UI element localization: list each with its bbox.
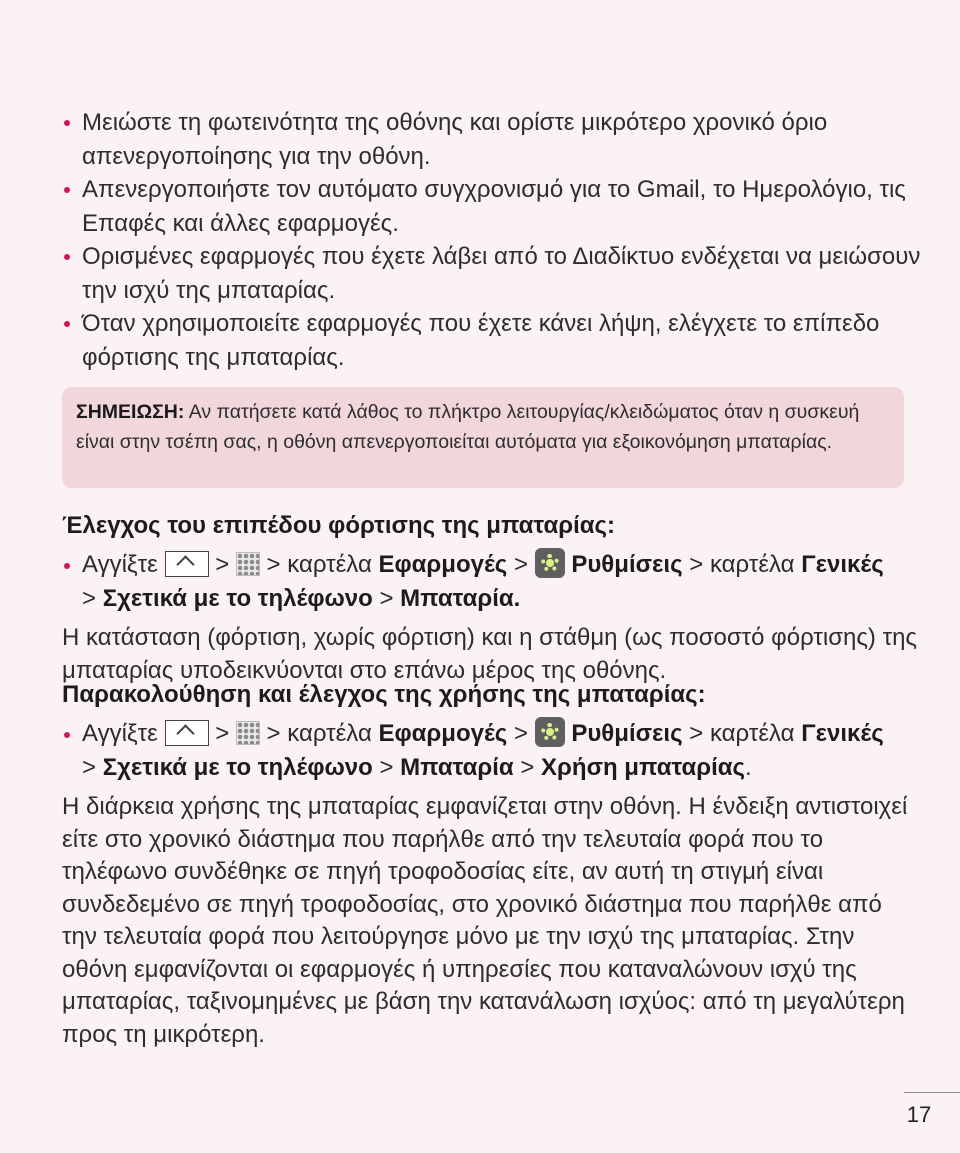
- note-box: [62, 387, 904, 488]
- separator: >: [266, 720, 281, 747]
- apps-grid-icon: [236, 552, 260, 576]
- bullet-dot-icon: [64, 563, 70, 569]
- battery-usage-label: Χρήση μπαταρίας: [541, 754, 745, 781]
- battery-label: Μπαταρία.: [400, 585, 521, 612]
- separator: >: [82, 754, 97, 781]
- battery-level-section: [62, 509, 922, 687]
- bullet-dot-icon: [64, 254, 70, 260]
- about-phone-label: Σχετικά με το τηλέφωνο: [102, 585, 373, 612]
- bullet-dot-icon: [64, 120, 70, 126]
- instruction-step: [62, 717, 922, 785]
- list-item-text: Όταν χρησιμοποιείτε εφαρμογές που έχετε κάνει λήψη, ελέγχετε το επίπεδο φόρτισης της μπαταρίας.: [82, 310, 880, 371]
- list-item-text: Απενεργοποιήστε τον αυτόματο συγχρονισμό για το Gmail, το Ημερολόγιο, τις Επαφές και άλλες εφαρμογές.: [82, 176, 906, 237]
- apps-tab-label: Εφαρμογές: [378, 720, 508, 747]
- section-heading: Παρακολούθηση και έλεγχος της χρήσης της μπαταρίας:: [62, 681, 706, 708]
- step-text: Αγγίξτε: [82, 720, 158, 747]
- separator: >: [513, 720, 528, 747]
- separator: >: [520, 754, 535, 781]
- separator: >: [215, 551, 230, 578]
- list-item: [62, 106, 922, 173]
- separator: >: [513, 551, 528, 578]
- section-heading: Έλεγχος του επιπέδου φόρτισης της μπαταρίας:: [62, 512, 615, 539]
- apps-grid-icon: [236, 721, 260, 745]
- note-text: Αν πατήσετε κατά λάθος το πλήκτρο λειτουργίας/κλειδώματος όταν η συσκευή είναι στην τσέπη σας, η οθόνη απενεργοποιείται αυτόματα για εξοικονόμηση μπαταρίας.: [76, 401, 860, 453]
- settings-label: Ρυθμίσεις: [571, 551, 683, 578]
- home-key-icon: [165, 720, 209, 746]
- step-text: καρτέλα: [709, 551, 795, 578]
- page-number: 17: [906, 1102, 932, 1127]
- general-tab-label: Γενικές: [801, 720, 884, 747]
- note-label: ΣΗΜΕΙΩΣΗ:: [76, 401, 185, 423]
- settings-gear-icon: [535, 717, 565, 747]
- section-description: Η διάρκεια χρήσης της μπαταρίας εμφανίζεται στην οθόνη. Η ένδειξη αντιστοιχεί είτε στο χρονικό διάστημα που παρήλθε από την τελευταία φορά που το τηλέφωνο συνδέθηκε σε πηγή τροφοδοσίας είτε, αν αυτή τη στιγμή είναι συνδεδεμένο σε πηγή τροφοδοσίας, στο χρονικό διάστημα που παρήλθε από την τελευταία φορά που λειτούργησε μόνο με την ισχύ της μπαταρίας. Στην οθόνη εμφανίζονται οι εφαρμογές ή υπηρεσίες που καταναλώνουν ισχύ της μπαταρίας, ταξινομημένες με βάση την κατανάλωση ισχύος: από τη μεγαλύτερη προς τη μικρότερη.: [62, 793, 908, 1048]
- list-item: [62, 173, 922, 240]
- list-item-text: Μειώστε τη φωτεινότητα της οθόνης και ορίστε μικρότερο χρονικό όριο απενεργοποίησης για την οθόνη.: [82, 109, 828, 170]
- bullet-dot-icon: [64, 732, 70, 738]
- step-text: καρτέλα: [287, 720, 372, 747]
- separator: >: [82, 585, 97, 612]
- tips-list: [62, 106, 922, 374]
- separator: >: [215, 720, 230, 747]
- separator: >: [689, 551, 704, 578]
- bullet-dot-icon: [64, 187, 70, 193]
- separator: >: [689, 720, 704, 747]
- list-item: [62, 307, 922, 374]
- bullet-dot-icon: [64, 321, 70, 327]
- step-text: καρτέλα: [709, 720, 795, 747]
- battery-usage-section: [62, 678, 922, 1051]
- step-text: Αγγίξτε: [82, 551, 158, 578]
- apps-tab-label: Εφαρμογές: [378, 551, 508, 578]
- section-description: Η κατάσταση (φόρτιση, χωρίς φόρτιση) και η στάθμη (ως ποσοστό φόρτισης) της μπαταρίας υποδεικνύονται στο επάνω μέρος της οθόνης.: [62, 624, 917, 684]
- step-text: καρτέλα: [287, 551, 372, 578]
- home-key-icon: [165, 551, 209, 577]
- battery-label: Μπαταρία: [400, 754, 514, 781]
- separator: >: [379, 585, 394, 612]
- instruction-step: [62, 548, 922, 616]
- list-item-text: Ορισμένες εφαρμογές που έχετε λάβει από το Διαδίκτυο ενδέχεται να μειώσουν την ισχύ της μπαταρίας.: [82, 243, 921, 304]
- about-phone-label: Σχετικά με το τηλέφωνο: [102, 754, 373, 781]
- page-number-rule: [904, 1092, 960, 1093]
- settings-gear-icon: [535, 548, 565, 578]
- general-tab-label: Γενικές: [801, 551, 884, 578]
- separator: >: [266, 551, 281, 578]
- step-text: .: [745, 754, 752, 781]
- separator: >: [379, 754, 394, 781]
- list-item: [62, 240, 922, 307]
- settings-label: Ρυθμίσεις: [571, 720, 683, 747]
